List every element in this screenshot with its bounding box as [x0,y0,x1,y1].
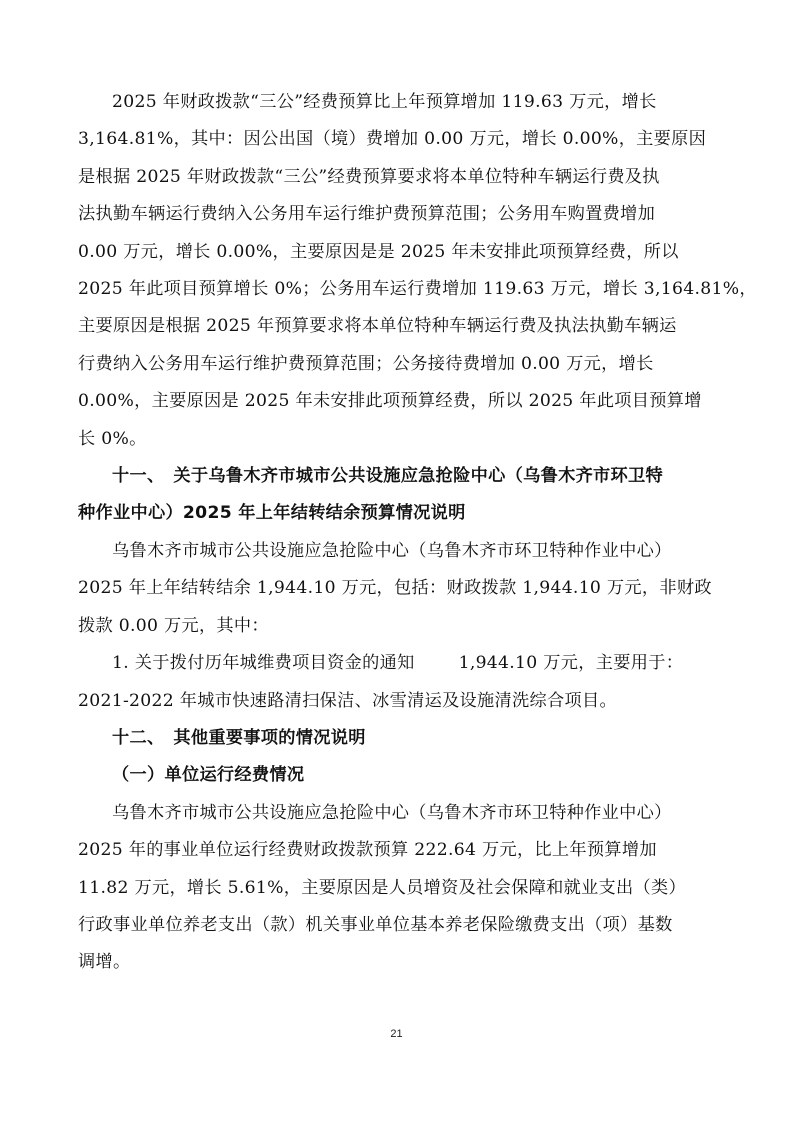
text-line: 3,164.81%，其中：因公出国（境）费增加 0.00 万元，增长 0.00%，主要原因 [78,129,707,150]
carryover-paragraph [78,533,718,645]
text-line: 2025 年财政拨款“三公”经费预算比上年预算增加 119.63 万元，增长 [112,92,657,112]
item-amount: 1,944.10 万元，主要用于： [458,653,684,674]
text-line: 长 0%。 [78,428,147,449]
text-line: 行政事业单位养老支出（款）机关事业单位基本养老保险缴费支出（项）基数 [78,914,673,935]
text-line: 2021-2022 年城市快速路清扫保洁、冰雪清运及设施清洗综合项目。 [78,690,617,711]
heading-line: （一）单位运行经费情况 [112,765,305,786]
document-body [78,84,757,982]
heading-line: 种作业中心）2025 年上年结转结余预算情况说明 [78,503,466,524]
text-line: 11.82 万元，增长 5.61%，主要原因是人员增资及社会保障和就业支出（类） [78,877,686,898]
text-line: 乌鲁木齐市城市公共设施应急抢险中心（乌鲁木齐市环卫特种作业中心） [112,802,672,823]
page-number: 21 [390,1028,403,1040]
section-12-heading [78,720,718,757]
text-line: 0.00%，主要原因是 2025 年未安排此项预算经费，所以 2025 年此项目预算增 [78,391,702,412]
operating-expenses-paragraph [78,795,718,982]
text-line: 2025 年的事业单位运行经费财政拨款预算 222.64 万元，比上年预算增加 [78,840,657,861]
text-line: 2025 年上年结转结余 1,944.10 万元，包括：财政拨款 1,944.10 万元，非财政 [78,578,712,599]
heading-line: 十一、 关于乌鲁木齐市城市公共设施应急抢险中心（乌鲁木齐市环卫特 [112,466,664,487]
text-line: 是根据 2025 年财政拨款“三公”经费预算要求将本单位特种车辆运行费及执 [78,166,660,187]
text-line: 乌鲁木齐市城市公共设施应急抢险中心（乌鲁木齐市环卫特种作业中心） [112,540,672,561]
text-line: 0.00 万元，增长 0.00%，主要原因是是 2025 年未安排此项预算经费，所以 [78,241,679,262]
subsection-1-heading [78,757,718,794]
carryover-item-paragraph [78,645,718,720]
item-label: 1. 关于拨付历年城维费项目资金的通知 [112,653,415,674]
section-11-heading [78,458,718,533]
text-line: 调增。 [78,952,131,973]
text-line [78,645,718,682]
text-line: 法执勤车辆运行费纳入公务用车运行维护费预算范围；公务用车购置费增加 [78,204,656,225]
text-line: 拨款 0.00 万元，其中： [78,615,269,636]
heading-line: 十二、 其他重要事项的情况说明 [112,727,366,748]
text-line: 行费纳入公务用车运行维护费预算范围；公务接待费增加 0.00 万元，增长 [78,353,654,374]
text-line: 主要原因是根据 2025 年预算要求将本单位特种车辆运行费及执法执勤车辆运 [78,316,677,337]
three-public-expenses-paragraph [78,84,757,458]
text-line: 2025 年此项目预算增长 0%；公务用车运行费增加 119.63 万元，增长 3,164.81%， [78,279,757,300]
